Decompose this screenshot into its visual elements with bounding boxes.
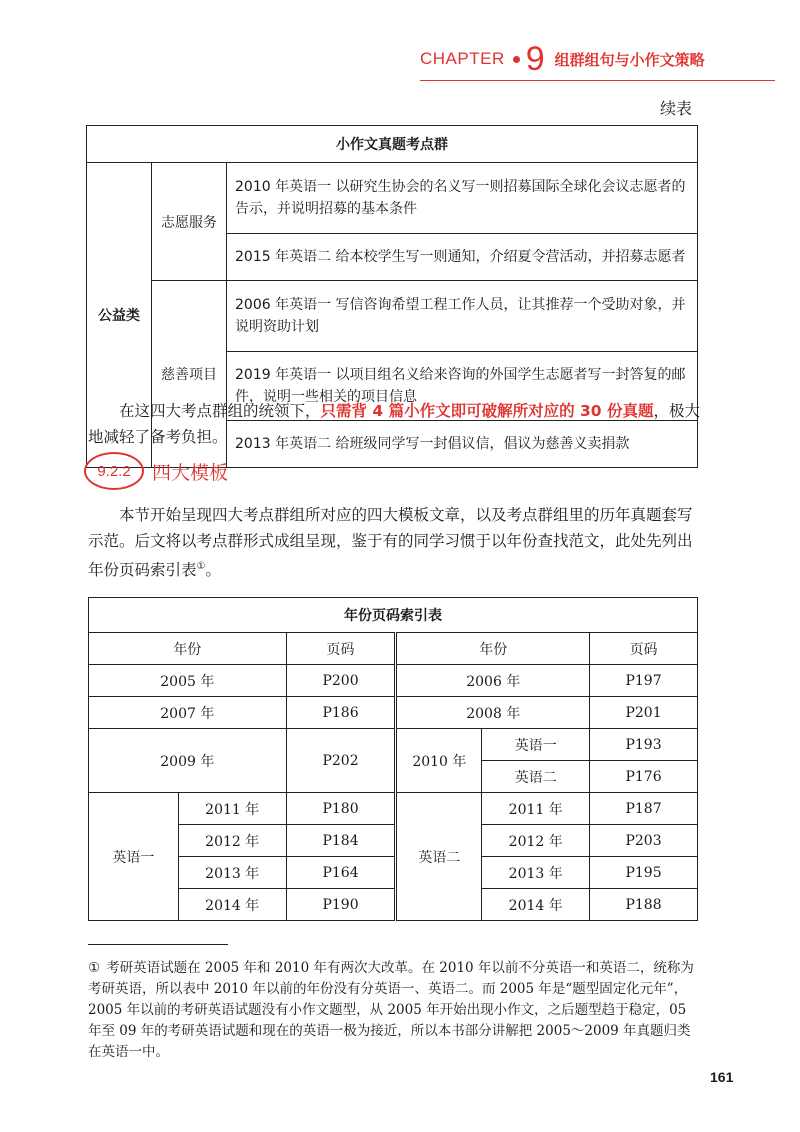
page-cell: P176 — [590, 761, 698, 793]
page-cell: P184 — [286, 825, 396, 857]
year-cell: 2012 年 — [482, 825, 590, 857]
section-heading — [84, 452, 228, 490]
para-highlight: 只需背 4 篇小作文即可破解所对应的 30 份真题 — [320, 402, 654, 420]
year-cell: 2011 年 — [482, 793, 590, 825]
table-item: 2013 年英语二 给班级同学写一封倡议信，倡议为慈善义卖捐款 — [227, 421, 698, 468]
para-text: 。 — [205, 561, 221, 580]
section-title: 四大模板 — [152, 461, 229, 484]
page-cell: P193 — [590, 729, 698, 761]
page-number: 161 — [710, 1069, 734, 1085]
page-cell: P201 — [590, 697, 698, 729]
para-text: ，极大地减轻了备考负担。 — [88, 402, 700, 446]
table-item: 2015 年英语二 给本校学生写一则通知，介绍夏令营活动，并招募志愿者 — [227, 234, 698, 281]
footnote-rule — [88, 944, 228, 945]
year-cell: 2005 年 — [89, 665, 287, 697]
table-item: 2010 年英语一 以研究生协会的名义写一则招募国际全球化会议志愿者的告示，并说明招募的基本条件 — [227, 163, 698, 234]
table-caption: 小作文真题考点群 — [87, 126, 698, 163]
para-text: 在这四大考点群组的统领下， — [119, 402, 321, 420]
table-item: 2019 年英语一 以项目组名义给来咨询的外国学生志愿者写一封答复的邮件，说明一些相关的项目信息 — [227, 352, 698, 421]
chapter-dot — [513, 56, 520, 63]
summary-paragraph — [88, 398, 700, 450]
header-year: 年份 — [396, 633, 590, 665]
page-cell: P200 — [286, 665, 396, 697]
exam-type-cell: 英语一 — [482, 729, 590, 761]
footnote-mark: ① — [88, 960, 101, 976]
header-page: 页码 — [286, 633, 396, 665]
page-cell: P203 — [590, 825, 698, 857]
page-cell: P197 — [590, 665, 698, 697]
table-item: 2006 年英语一 写信咨询希望工程工作人员，让其推荐一个受助对象，并说明资助计划 — [227, 281, 698, 352]
header-page: 页码 — [590, 633, 698, 665]
year-cell: 2014 年 — [178, 889, 286, 921]
chapter-word: CHAPTER — [420, 49, 505, 68]
year-page-index-table — [88, 597, 698, 921]
exam-type-cell: 英语二 — [482, 761, 590, 793]
page-cell: P186 — [286, 697, 396, 729]
year-cell: 2013 年 — [482, 857, 590, 889]
page-cell: P202 — [286, 729, 396, 793]
page-cell: P188 — [590, 889, 698, 921]
category-cell: 公益类 — [87, 163, 152, 468]
chapter-number: 9 — [525, 40, 545, 78]
table-caption: 年份页码索引表 — [89, 598, 698, 633]
page-cell: P195 — [590, 857, 698, 889]
year-cell: 2010 年 — [396, 729, 482, 793]
year-cell: 2007 年 — [89, 697, 287, 729]
year-cell: 2006 年 — [396, 665, 590, 697]
chapter-header — [420, 42, 730, 76]
footnote — [88, 958, 698, 1063]
year-cell: 2012 年 — [178, 825, 286, 857]
chapter-title: 组群组句与小作文策略 — [554, 50, 705, 69]
page-cell: P180 — [286, 793, 396, 825]
footnote-text: 考研英语试题在 2005 年和 2010 年有两次大改革。在 2010 年以前不分英语一和英语二，统称为考研英语，所以表中 2010 年以前的年份没有分英语一、英语二。而 2005 年是“题型固定化元年”，2005 年以前的考研英语试题没有小作文题型，从 2005 年开始出现小作文，之后题型趋于稳定，05 年至 09 年的考研英语试题和现在的英语一极为接近，所以本书部分讲解把 2005～2009 年真题归类在英语一中。 — [88, 960, 694, 1060]
group-name: 慈善项目 — [152, 281, 227, 468]
page-cell: P190 — [286, 889, 396, 921]
section-number: 9.2.2 — [84, 452, 144, 490]
page-cell: P187 — [590, 793, 698, 825]
exam-type-cell: 英语一 — [89, 793, 179, 921]
footnote-ref: ① — [196, 561, 206, 572]
year-cell: 2008 年 — [396, 697, 590, 729]
year-cell: 2009 年 — [89, 729, 287, 793]
header-year: 年份 — [89, 633, 287, 665]
year-cell: 2014 年 — [482, 889, 590, 921]
para-text: 本节开始呈现四大考点群组所对应的四大模板文章，以及考点群组里的历年真题套写示范。后文将以考点群形式成组呈现，鉴于有的同学习惯于以年份查找范文，此处先列出年份页码索引表 — [88, 506, 693, 580]
exam-type-cell: 英语二 — [396, 793, 482, 921]
intro-paragraph — [88, 502, 700, 583]
continued-label: 续表 — [660, 99, 693, 118]
page-cell: P164 — [286, 857, 396, 889]
header-rule — [420, 80, 775, 81]
group-name: 志愿服务 — [152, 163, 227, 281]
year-cell: 2011 年 — [178, 793, 286, 825]
year-cell: 2013 年 — [178, 857, 286, 889]
